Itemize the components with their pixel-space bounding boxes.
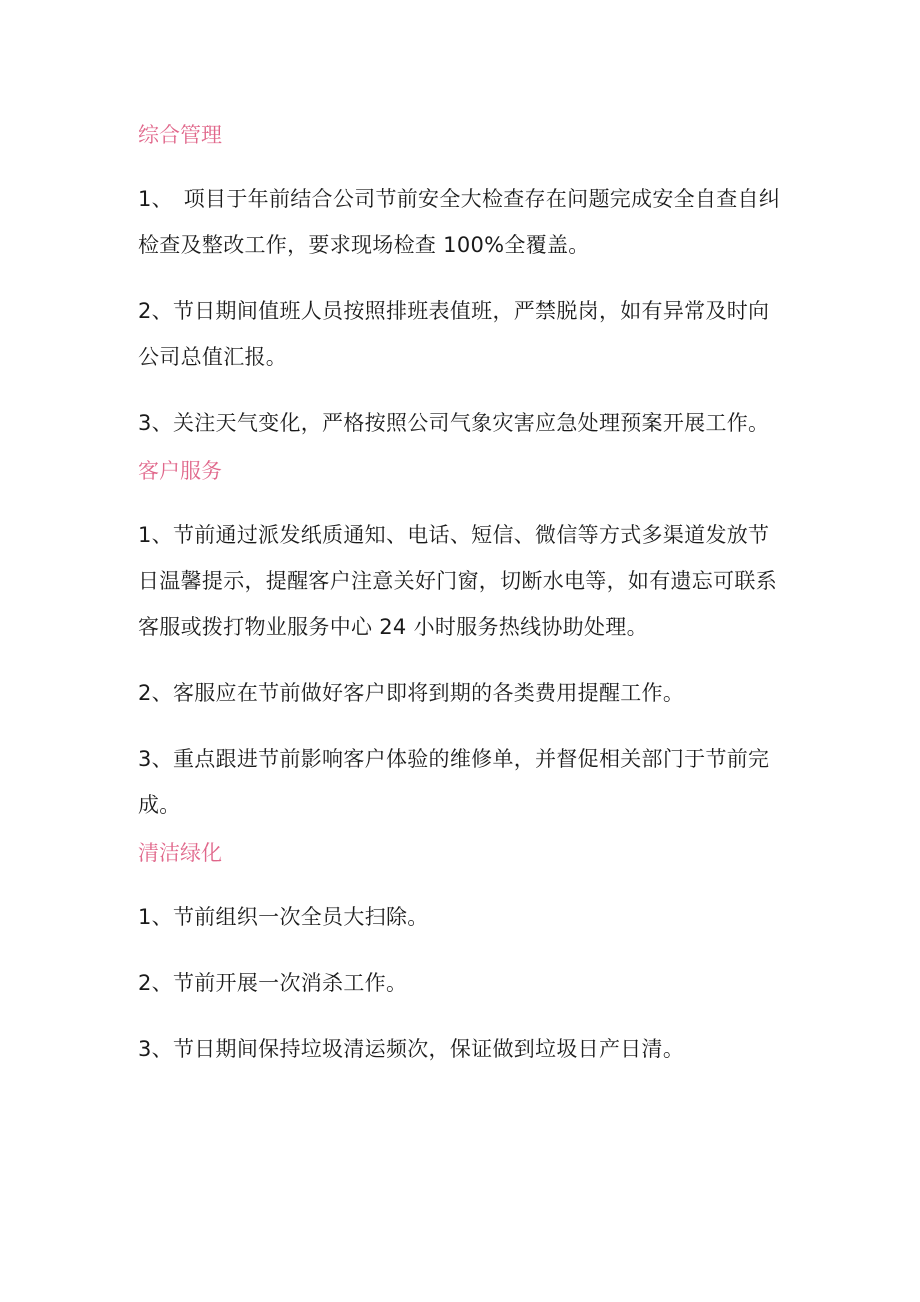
service-item-3: 3、重点跟进节前影响客户体验的维修单，并督促相关部门于节前完成。	[138, 747, 770, 817]
section-heading-cleaning: 清洁绿化	[138, 841, 222, 865]
management-item-2: 2、节日期间值班人员按照排班表值班，严禁脱岗，如有异常及时向公司总值汇报。	[138, 299, 770, 369]
section-heading-customer-service: 客户服务	[138, 459, 222, 483]
cleaning-item-3: 3、节日期间保持垃圾清运频次，保证做到垃圾日产日清。	[138, 1037, 685, 1061]
management-item-3: 3、关注天气变化，严格按照公司气象灾害应急处理预案开展工作。	[138, 411, 770, 435]
document-page	[138, 116, 788, 1072]
management-item-1: 1、 项目于年前结合公司节前安全大检查存在问题完成安全自查自纠检查及整改工作，要求现场检查 100%全覆盖。	[138, 187, 781, 257]
service-item-1: 1、节前通过派发纸质通知、电话、短信、微信等方式多渠道发放节日温馨提示，提醒客户注意关好门窗，切断水电等，如有遗忘可联系客服或拨打物业服务中心 24 小时服务热线协助处理。	[138, 523, 777, 639]
service-item-2: 2、客服应在节前做好客户即将到期的各类费用提醒工作。	[138, 681, 685, 705]
cleaning-item-1: 1、节前组织一次全员大扫除。	[138, 905, 429, 929]
section-heading-management: 综合管理	[138, 123, 222, 147]
cleaning-item-2: 2、节前开展一次消杀工作。	[138, 971, 408, 995]
